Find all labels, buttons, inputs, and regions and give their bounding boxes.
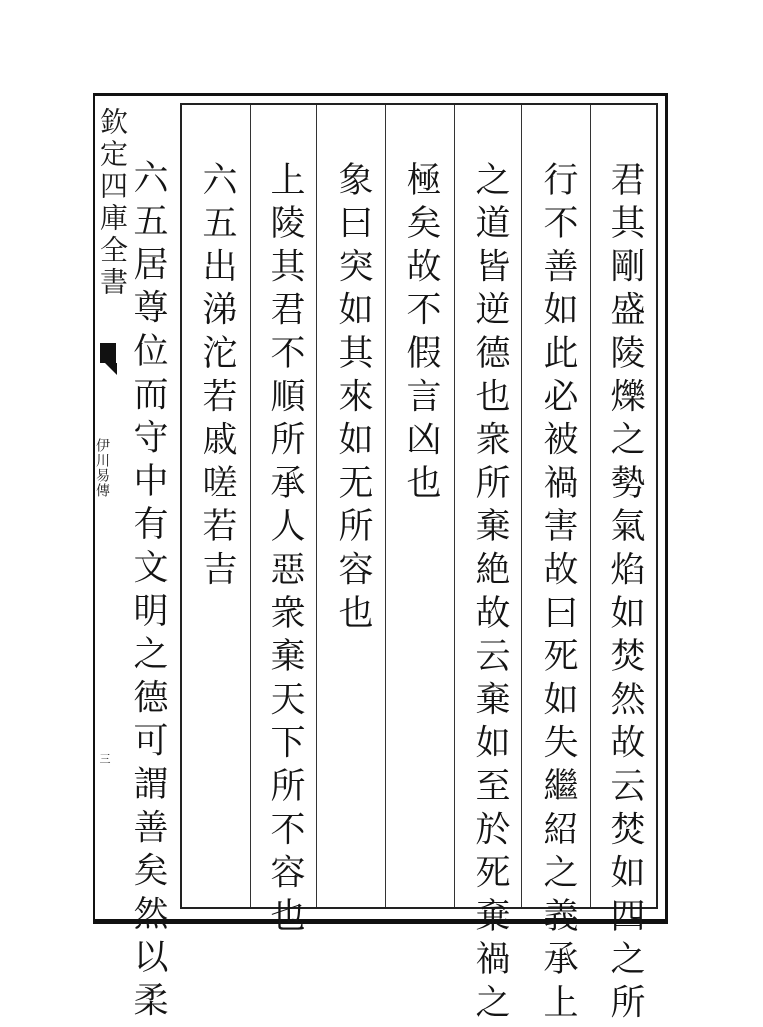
text-column-2: 行不善如此必被禍害故曰死如失繼紹之義承上 [538, 161, 578, 1027]
frame-left-border [93, 93, 95, 924]
fishtail-mark-lower [105, 363, 117, 375]
fishtail-mark [100, 343, 116, 363]
text-column-6: 上陵其君不順所承人惡衆棄天下所不容也 [265, 161, 305, 941]
column-divider [454, 105, 455, 907]
page-frame [93, 93, 668, 1027]
column-divider [590, 105, 591, 907]
column-divider [521, 105, 522, 907]
frame-bottom-border [93, 919, 668, 924]
text-column-8: 六五居尊位而守中有文明之德可謂善矣然以柔 [128, 159, 168, 1025]
frame-top-border [93, 93, 668, 96]
text-column-7: 六五出涕沱若戚嗟若吉 [197, 161, 237, 594]
text-column-3: 之道皆逆德也衆所棄絶故云棄如至於死棄禍之 [470, 161, 510, 1027]
frame-right-border [665, 93, 668, 924]
margin-book-name: 伊川易傳 [94, 438, 110, 498]
text-column-4: 極矣故不假言凶也 [401, 161, 441, 508]
text-column-1: 君其剛盛陵爍之勢氣焰如焚然故云焚如四之所 [605, 161, 645, 1027]
column-divider [316, 105, 317, 907]
column-divider [250, 105, 251, 907]
text-block [180, 103, 658, 1027]
column-divider [385, 105, 386, 907]
text-column-5: 象曰突如其來如无所容也 [333, 161, 373, 638]
margin-book-title: 欽定四庫全書 [96, 107, 129, 299]
margin-page-number: 三 [98, 753, 111, 764]
